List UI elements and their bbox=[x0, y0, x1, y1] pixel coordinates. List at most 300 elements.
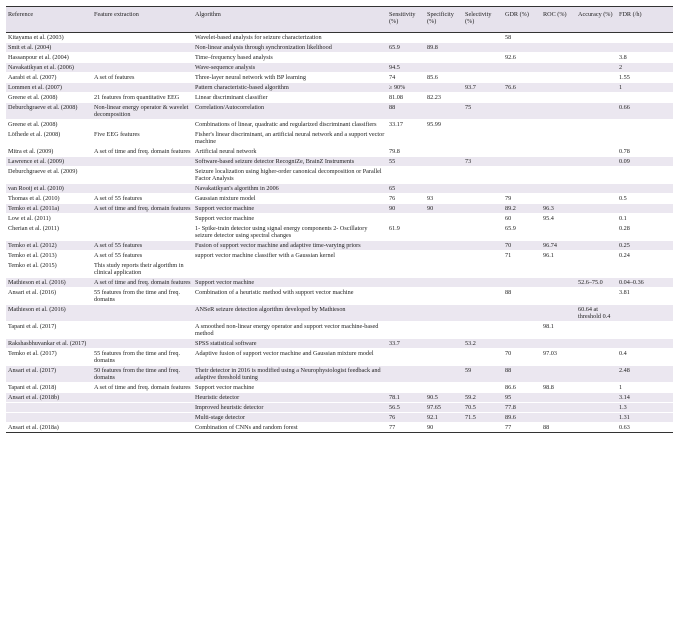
table-cell: Lawrence et al. (2009) bbox=[6, 157, 92, 167]
table-cell bbox=[425, 278, 463, 288]
table-row bbox=[6, 103, 673, 120]
table-cell: A set of 55 features bbox=[92, 241, 193, 251]
table-row bbox=[6, 43, 673, 53]
table-cell: 3.8 bbox=[619, 54, 627, 61]
table-cell bbox=[617, 184, 673, 194]
table-cell bbox=[425, 184, 463, 194]
table-cell: 55 features from the time and freq. domains bbox=[94, 350, 181, 364]
table-cell: support vector machine classifier with a Gaussian kernel bbox=[195, 252, 336, 259]
table-cell: 96.74 bbox=[541, 241, 576, 251]
table-cell bbox=[503, 339, 541, 349]
table-cell: 33.7 bbox=[387, 339, 425, 349]
table-cell: 76 bbox=[387, 413, 425, 423]
table-cell bbox=[617, 167, 673, 184]
table-cell: 55 features from the time and freq. domains bbox=[94, 289, 181, 303]
table-cell: 0.04–0.36 bbox=[617, 278, 673, 288]
table-cell bbox=[425, 33, 463, 43]
table-cell: This study reports their algorithm in clinical application bbox=[94, 262, 184, 276]
table-cell: SPSS statistical software bbox=[193, 339, 387, 349]
table-cell bbox=[541, 194, 576, 204]
table-cell bbox=[463, 251, 503, 261]
table-cell: 88 bbox=[387, 103, 425, 120]
table-cell bbox=[576, 224, 617, 241]
table-cell bbox=[503, 130, 541, 147]
table-cell bbox=[92, 167, 193, 184]
table-cell: Greene et al. (2008) bbox=[8, 94, 58, 101]
table-cell: A set of 55 features bbox=[94, 195, 143, 202]
table-cell bbox=[576, 403, 617, 413]
table-cell: Mitra et al. (2009) bbox=[8, 148, 54, 155]
table-cell bbox=[425, 130, 463, 147]
table-cell: 55 bbox=[387, 157, 425, 167]
table-cell: Fusion of support vector machine and adaptive time-varying priors bbox=[193, 241, 387, 251]
table-cell bbox=[576, 157, 617, 167]
table-cell bbox=[387, 33, 425, 43]
table-cell: 73 bbox=[463, 157, 503, 167]
table-cell: Multi-stage detector bbox=[193, 413, 387, 423]
table-cell: Tapani et al. (2017) bbox=[8, 323, 57, 330]
table-cell: 93 bbox=[427, 195, 434, 202]
table-cell bbox=[6, 403, 92, 413]
table-cell bbox=[425, 103, 463, 120]
table-cell: 95.4 bbox=[543, 215, 554, 222]
table-cell bbox=[463, 204, 503, 214]
table-cell bbox=[576, 214, 617, 224]
table-row bbox=[6, 224, 673, 241]
table-row bbox=[6, 214, 673, 224]
table-cell bbox=[425, 349, 463, 366]
table-cell: Three-layer neural network with BP learning bbox=[195, 74, 306, 81]
table-cell bbox=[541, 53, 576, 63]
table-cell: Navakatikyan et al. (2006) bbox=[6, 63, 92, 73]
table-cell bbox=[387, 251, 425, 261]
table-cell bbox=[541, 103, 576, 120]
table-cell: 0.25 bbox=[617, 241, 673, 251]
table-cell bbox=[617, 93, 673, 103]
table-cell: Support vector machine bbox=[195, 215, 255, 222]
table-cell bbox=[576, 204, 617, 214]
table-cell bbox=[387, 366, 425, 383]
table-cell bbox=[541, 403, 576, 413]
table-cell: Linear discriminant classifier bbox=[195, 94, 268, 101]
table-cell: 21 features from quantitative EEG bbox=[94, 94, 180, 101]
table-cell: 70.5 bbox=[463, 403, 503, 413]
table-cell: 65 bbox=[387, 184, 425, 194]
table-cell: Time–frequency based analysis bbox=[195, 54, 273, 61]
table-cell: Deburchgraeve et al. (2009) bbox=[8, 168, 78, 175]
table-cell bbox=[576, 349, 617, 366]
table-cell bbox=[541, 278, 576, 288]
table-cell: 95.99 bbox=[427, 121, 441, 128]
table-cell: Temko et al. (2011a) bbox=[6, 204, 92, 214]
table-cell bbox=[92, 224, 193, 241]
table-cell bbox=[541, 63, 576, 73]
table-row bbox=[6, 413, 673, 423]
table-cell: van Rooij et al. (2010) bbox=[6, 184, 92, 194]
table-cell bbox=[425, 383, 463, 393]
table-cell bbox=[463, 33, 503, 43]
table-cell bbox=[617, 305, 673, 322]
table-cell bbox=[425, 83, 463, 93]
table-cell bbox=[92, 413, 193, 423]
table-cell: 3.81 bbox=[619, 289, 630, 296]
table-cell bbox=[541, 33, 576, 43]
table-cell bbox=[425, 322, 463, 339]
table-row bbox=[6, 278, 673, 288]
table-cell: Support vector machine bbox=[193, 204, 387, 214]
table-cell: 0.24 bbox=[619, 252, 630, 259]
table-cell: 0.09 bbox=[617, 157, 673, 167]
table-cell bbox=[463, 288, 503, 305]
table-cell: A set of features bbox=[94, 74, 135, 81]
table-cell bbox=[92, 339, 193, 349]
table-cell: 1 bbox=[619, 384, 623, 391]
table-cell bbox=[541, 120, 576, 130]
table-cell bbox=[576, 251, 617, 261]
table-cell: Wavelet-based analysis for seizure characterization bbox=[195, 34, 322, 41]
table-cell: 1.3 bbox=[617, 403, 673, 413]
table-cell bbox=[576, 120, 617, 130]
results-table bbox=[6, 6, 673, 433]
table-cell bbox=[617, 261, 673, 278]
table-cell: 76 bbox=[389, 195, 396, 202]
table-cell: 95 bbox=[503, 393, 541, 403]
table-cell bbox=[463, 53, 503, 63]
table-cell bbox=[617, 204, 673, 214]
table-cell bbox=[387, 288, 425, 305]
table-cell bbox=[425, 339, 463, 349]
table-cell bbox=[576, 73, 617, 83]
table-cell bbox=[503, 120, 541, 130]
table-cell: 56.5 bbox=[387, 403, 425, 413]
table-body bbox=[6, 33, 673, 433]
table-cell bbox=[541, 413, 576, 423]
table-cell bbox=[425, 366, 463, 383]
table-cell: Mathieson et al. (2016) bbox=[6, 305, 92, 322]
column-header: Reference bbox=[6, 7, 92, 33]
table-cell: Support vector machine bbox=[195, 384, 255, 391]
table-cell: A set of time and freq. domain features bbox=[94, 384, 191, 391]
table-cell bbox=[6, 413, 92, 423]
table-cell bbox=[463, 214, 503, 224]
table-cell bbox=[463, 224, 503, 241]
table-cell bbox=[92, 305, 193, 322]
table-cell: Gaussian mixture model bbox=[195, 195, 256, 202]
table-cell bbox=[576, 261, 617, 278]
table-cell bbox=[576, 322, 617, 339]
table-cell bbox=[541, 167, 576, 184]
column-header: Selectivity (%) bbox=[463, 7, 503, 33]
table-cell: 2 bbox=[617, 63, 673, 73]
table-cell bbox=[463, 63, 503, 73]
table-cell: 0.78 bbox=[619, 148, 630, 155]
table-cell: 79.8 bbox=[389, 148, 400, 155]
table-cell: 97.65 bbox=[425, 403, 463, 413]
table-header bbox=[6, 7, 673, 33]
table-cell: Non-linear energy operator & wavelet decomposition bbox=[92, 103, 193, 120]
table-cell: Improved heuristic detector bbox=[193, 403, 387, 413]
table-cell: 61.9 bbox=[389, 225, 400, 232]
table-row bbox=[6, 73, 673, 83]
table-cell bbox=[463, 278, 503, 288]
table-cell bbox=[541, 184, 576, 194]
table-cell: A set of time and freq. domain features bbox=[92, 278, 193, 288]
table-cell: 96.1 bbox=[543, 252, 554, 259]
table-row bbox=[6, 383, 673, 393]
table-cell: A set of time and freq. domain features bbox=[94, 148, 191, 155]
table-cell bbox=[576, 83, 617, 93]
table-row bbox=[6, 194, 673, 204]
table-cell: 0.5 bbox=[619, 195, 627, 202]
table-cell bbox=[541, 305, 576, 322]
table-cell: ANSeR seizure detection algorithm developed by Mathieson bbox=[193, 305, 387, 322]
table-cell bbox=[92, 83, 193, 93]
table-cell: Thomas et al. (2010) bbox=[8, 195, 60, 202]
table-cell: Non-linear analysis through synchronization likelihood bbox=[193, 43, 387, 53]
table-cell bbox=[463, 43, 503, 53]
table-row bbox=[6, 204, 673, 214]
table-cell bbox=[541, 73, 576, 83]
table-cell: Kitayama et al. (2003) bbox=[8, 34, 64, 41]
table-cell: 77.8 bbox=[503, 403, 541, 413]
table-cell bbox=[463, 261, 503, 278]
table-cell: Temko et al. (2013) bbox=[8, 252, 57, 259]
table-cell: A set of 55 features bbox=[94, 252, 143, 259]
table-cell bbox=[503, 147, 541, 157]
table-cell bbox=[92, 63, 193, 73]
table-cell bbox=[463, 194, 503, 204]
table-cell: Lommen et al. (2007) bbox=[6, 83, 92, 93]
table-cell: 3.14 bbox=[617, 393, 673, 403]
table-cell bbox=[463, 184, 503, 194]
table-cell: Combination of CNNs and random forest bbox=[193, 423, 387, 433]
table-cell bbox=[425, 241, 463, 251]
table-cell: 71 bbox=[505, 252, 512, 259]
table-cell: 98.8 bbox=[543, 384, 554, 391]
table-cell: 93.7 bbox=[463, 83, 503, 93]
table-cell: Rakshasbhuvankar et al. (2017) bbox=[6, 339, 92, 349]
table-cell: Cherian et al. (2011) bbox=[8, 225, 59, 232]
table-cell: Ansari et al. (2018b) bbox=[6, 393, 92, 403]
table-cell: Their detector in 2016 is modified using a Neurophysiologist feedback and adaptive threshold tuning bbox=[193, 366, 387, 383]
table-cell bbox=[576, 53, 617, 63]
table-cell bbox=[387, 278, 425, 288]
table-row bbox=[6, 288, 673, 305]
table-cell: 52.6–75.0 bbox=[576, 278, 617, 288]
column-header: GDR (%) bbox=[503, 7, 541, 33]
table-cell: 59 bbox=[463, 366, 503, 383]
column-header: Sensitivity (%) bbox=[387, 7, 425, 33]
table-row bbox=[6, 305, 673, 322]
column-header: Algorithm bbox=[193, 7, 387, 33]
table-cell: 97.03 bbox=[543, 350, 557, 357]
table-cell bbox=[503, 305, 541, 322]
table-cell: 94.5 bbox=[387, 63, 425, 73]
table-row bbox=[6, 63, 673, 73]
table-cell: 2.48 bbox=[617, 366, 673, 383]
table-cell: Ansari et al. (2017) bbox=[6, 366, 92, 383]
table-cell bbox=[617, 322, 673, 339]
table-cell bbox=[503, 73, 541, 83]
table-cell: 77 bbox=[503, 423, 541, 433]
table-cell: 58 bbox=[505, 34, 512, 41]
table-cell bbox=[503, 103, 541, 120]
table-cell: 1.31 bbox=[617, 413, 673, 423]
table-row bbox=[6, 147, 673, 157]
table-cell bbox=[576, 241, 617, 251]
table-cell: A set of time and freq. domain features bbox=[92, 204, 193, 214]
table-row bbox=[6, 366, 673, 383]
table-cell: 89.6 bbox=[503, 413, 541, 423]
table-cell bbox=[425, 214, 463, 224]
table-cell: Temko et al. (2017) bbox=[8, 350, 57, 357]
table-row bbox=[6, 167, 673, 184]
table-cell bbox=[92, 157, 193, 167]
table-row bbox=[6, 423, 673, 433]
table-cell: Navakatikyan's algorithm in 2006 bbox=[193, 184, 387, 194]
table-cell: Temko et al. (2015) bbox=[8, 262, 57, 269]
table-cell: 88 bbox=[503, 366, 541, 383]
table-cell: Fisher's linear discriminant, an artificial neural network and a support vector machine bbox=[195, 131, 385, 145]
table-cell: A smoothed non-linear energy operator and support vector machine-based method bbox=[195, 323, 379, 337]
table-cell bbox=[503, 63, 541, 73]
table-cell bbox=[541, 339, 576, 349]
table-cell bbox=[541, 130, 576, 147]
table-cell: Seizure localization using higher-order canonical decomposition or Parallel Factor Analysis bbox=[195, 168, 382, 182]
table-cell: Heuristic detector bbox=[193, 393, 387, 403]
table-cell: 86.6 bbox=[505, 384, 516, 391]
table-cell bbox=[425, 63, 463, 73]
table-cell: Smit et al. (2004) bbox=[6, 43, 92, 53]
column-header: Accuracy (%) bbox=[576, 7, 617, 33]
table-cell: 60 bbox=[505, 215, 512, 222]
table-row bbox=[6, 130, 673, 147]
table-row bbox=[6, 251, 673, 261]
table-cell bbox=[541, 43, 576, 53]
table-cell bbox=[387, 130, 425, 147]
table-cell bbox=[617, 33, 673, 43]
table-cell: 65.9 bbox=[387, 43, 425, 53]
table-cell bbox=[576, 130, 617, 147]
table-cell: 89.2 bbox=[503, 204, 541, 214]
table-cell: 92.1 bbox=[425, 413, 463, 423]
table-cell: Aarabi et al. (2007) bbox=[8, 74, 57, 81]
table-cell bbox=[617, 339, 673, 349]
table-cell bbox=[541, 224, 576, 241]
table-cell: 1.55 bbox=[619, 74, 630, 81]
table-cell: 70 bbox=[503, 241, 541, 251]
table-cell bbox=[463, 130, 503, 147]
table-cell bbox=[503, 278, 541, 288]
table-cell bbox=[425, 305, 463, 322]
table-cell bbox=[92, 393, 193, 403]
table-cell: 79 bbox=[505, 195, 512, 202]
table-cell: 33.17 bbox=[389, 121, 403, 128]
table-row bbox=[6, 322, 673, 339]
table-cell: 82.23 bbox=[427, 94, 441, 101]
table-cell bbox=[92, 120, 193, 130]
table-cell bbox=[576, 339, 617, 349]
table-cell: Five EEG features bbox=[94, 131, 140, 138]
table-cell bbox=[387, 261, 425, 278]
table-cell: 0.66 bbox=[617, 103, 673, 120]
table-cell bbox=[425, 251, 463, 261]
table-cell: 90 bbox=[425, 204, 463, 214]
table-cell bbox=[463, 349, 503, 366]
table-cell: 50 features from the time and freq. domains bbox=[92, 366, 193, 383]
table-cell: 60.64 at threshold 0.4 bbox=[576, 305, 617, 322]
table-cell: Wave-sequence analysis bbox=[193, 63, 387, 73]
table-cell: Mathieson et al. (2016) bbox=[6, 278, 92, 288]
table-row bbox=[6, 120, 673, 130]
table-cell bbox=[503, 93, 541, 103]
table-row bbox=[6, 33, 673, 43]
table-cell bbox=[617, 130, 673, 147]
table-cell: 98.1 bbox=[543, 323, 554, 330]
table-cell: Ansari et al. (2018a) bbox=[6, 423, 92, 433]
table-cell bbox=[576, 184, 617, 194]
table-cell: 59.2 bbox=[463, 393, 503, 403]
table-cell bbox=[617, 120, 673, 130]
table-cell: 0.28 bbox=[619, 225, 630, 232]
table-cell: Pattern characteristic-based algorithm bbox=[193, 83, 387, 93]
table-row bbox=[6, 184, 673, 194]
table-cell bbox=[576, 393, 617, 403]
column-header: Feature extraction bbox=[92, 7, 193, 33]
column-header: ROC (%) bbox=[541, 7, 576, 33]
table-cell bbox=[576, 147, 617, 157]
table-cell: Tapani et al. (2018) bbox=[8, 384, 57, 391]
table-cell bbox=[576, 43, 617, 53]
table-cell bbox=[541, 261, 576, 278]
table-cell bbox=[92, 214, 193, 224]
table-cell bbox=[387, 167, 425, 184]
table-cell bbox=[92, 33, 193, 43]
table-cell bbox=[541, 83, 576, 93]
table-cell: 92.6 bbox=[505, 54, 516, 61]
table-cell: 90.5 bbox=[425, 393, 463, 403]
table-cell bbox=[541, 393, 576, 403]
table-cell: Artificial neural network bbox=[195, 148, 257, 155]
table-cell bbox=[503, 43, 541, 53]
table-cell: 90 bbox=[387, 204, 425, 214]
table-cell bbox=[541, 288, 576, 305]
table-cell: 74 bbox=[389, 74, 396, 81]
table-cell bbox=[576, 33, 617, 43]
table-cell: 96.3 bbox=[541, 204, 576, 214]
table-cell: Correlation/Autocorrelation bbox=[193, 103, 387, 120]
table-cell: 70 bbox=[505, 350, 512, 357]
table-cell: 0.63 bbox=[617, 423, 673, 433]
table-cell: Combination of a heuristic method with support vector machine bbox=[195, 289, 354, 296]
table-cell bbox=[463, 322, 503, 339]
table-cell bbox=[425, 53, 463, 63]
table-cell bbox=[193, 261, 387, 278]
table-cell bbox=[576, 383, 617, 393]
table-cell: Combinations of linear, quadratic and regularized discriminant classifiers bbox=[195, 121, 377, 128]
table-row bbox=[6, 53, 673, 63]
table-cell bbox=[576, 194, 617, 204]
table-cell bbox=[503, 167, 541, 184]
table-cell bbox=[463, 93, 503, 103]
table-cell: Deburchgraeve et al. (2008) bbox=[6, 103, 92, 120]
table-cell: Greene et al. (2008) bbox=[8, 121, 58, 128]
table-cell bbox=[387, 349, 425, 366]
table-cell: 1 bbox=[617, 83, 673, 93]
table-cell: Support vector machine bbox=[193, 278, 387, 288]
table-cell: 76.6 bbox=[503, 83, 541, 93]
table-cell bbox=[463, 167, 503, 184]
